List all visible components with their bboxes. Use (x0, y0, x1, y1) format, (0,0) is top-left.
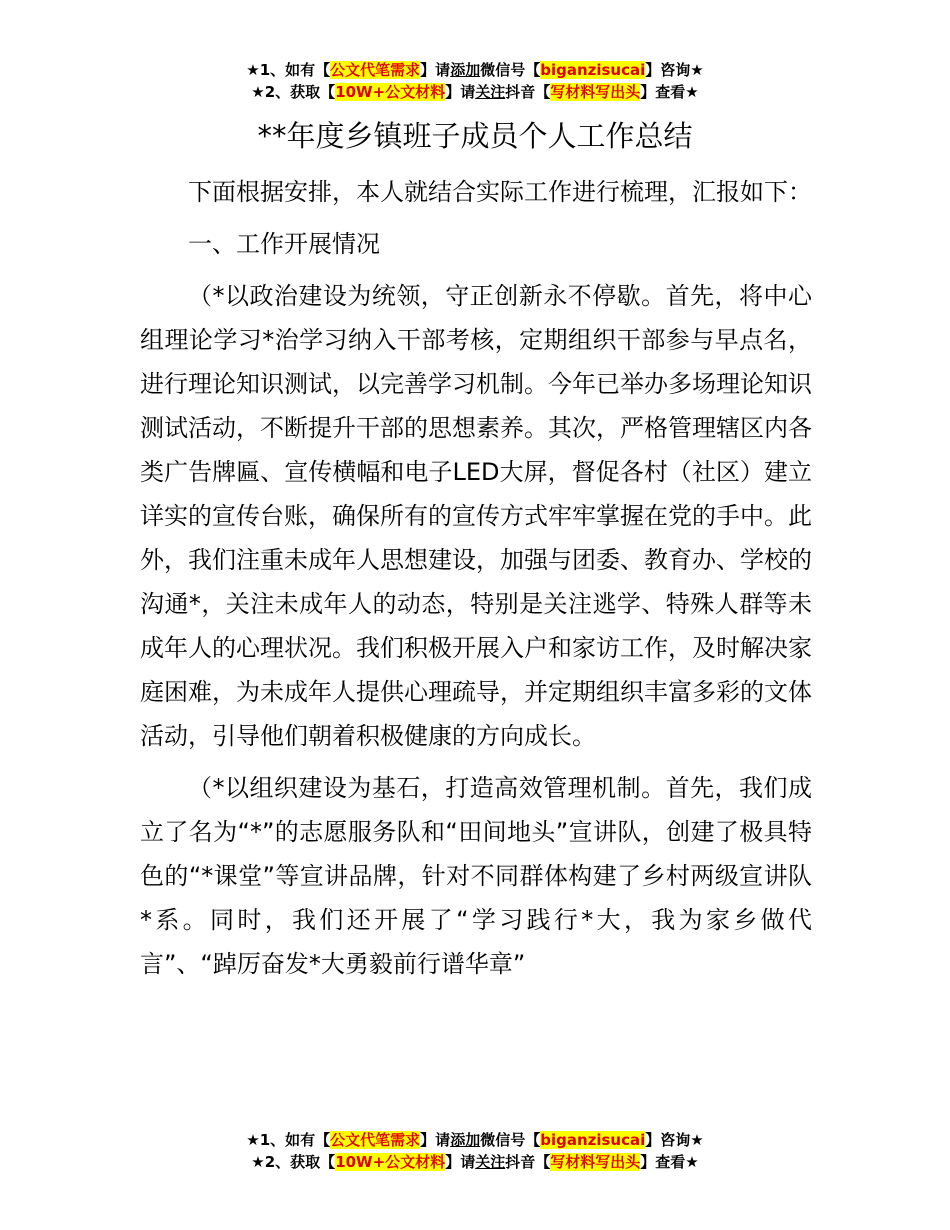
promo-line-2 (0, 81, 950, 103)
promo-highlight: biganzisucai (540, 1131, 646, 1149)
body-paragraph: （*以组织建设为基石，打造高效管理机制。首先，我们成立了名为“*”的志愿服务队和“田间地头”宣讲队，创建了极具特色的“*课堂”等宣讲品牌，针对不同群体构建了乡村两级宣讲队*系。同时，我们还开展了“学习践行*大，我为家乡做代言”、“踔厉奋发*大勇毅前行谱华章” (140, 774, 812, 978)
promo-text: 】请 (445, 83, 476, 101)
promo-text: 】请 (420, 1131, 451, 1149)
promo-text: 】咨询★ (645, 1131, 704, 1149)
promo-underlined-text: 添加 (450, 1131, 481, 1149)
promo-text: 抖音【 (505, 83, 551, 101)
header-promo-banner (0, 59, 950, 103)
promo-underlined-text: 关注 (475, 1153, 506, 1171)
promo-highlight: 写材料写出头 (550, 1153, 641, 1171)
promo-text: 】咨询★ (645, 61, 704, 79)
promo-text: ★2、获取【 (251, 1153, 336, 1171)
section-heading: 一、工作开展情况 (188, 230, 380, 258)
promo-text: 微信号【 (480, 1131, 541, 1149)
promo-text: 微信号【 (480, 61, 541, 79)
promo-text: 】请 (420, 61, 451, 79)
promo-highlight: 公文代笔需求 (330, 61, 421, 79)
promo-text: ★1、如有【 (246, 61, 331, 79)
body-paragraph: （*以政治建设为统领，守正创新永不停歇。首先，将中心组理论学习*治学习纳入干部考核，定期组织干部参与早点名，进行理论知识测试，以完善学习机制。今年已举办多场理论知识测试活动，不断提升干部的思想素养。其次，严格管理辖区内各类广告牌匾、宣传横幅和电子LED大屏，督促各村（社区）建立详实的宣传台账，确保所有的宣传方式牢牢掌握在党的手中。此外，我们注重未成年人思想建设，加强与团委、教育办、学校的沟通*，关注未成年人的动态，特别是关注逃学、特殊人群等未成年人的心理状况。我们积极开展入户和家访工作，及时解决家庭困难，为未成年人提供心理疏导，并定期组织丰富多彩的文体活动，引导他们朝着积极健康的方向成长。 (140, 282, 812, 750)
promo-line-2 (0, 1151, 950, 1173)
promo-highlight: 公文代笔需求 (330, 1131, 421, 1149)
body-paragraph: 下面根据安排，本人就结合实际工作进行梳理，汇报如下： (188, 178, 812, 206)
footer-promo-banner (0, 1129, 950, 1173)
promo-text: ★2、获取【 (251, 83, 336, 101)
promo-text: 】查看★ (640, 1153, 699, 1171)
promo-highlight: 写材料写出头 (550, 83, 641, 101)
document-body (140, 170, 812, 994)
promo-line-1 (0, 59, 950, 81)
promo-highlight: 10W+公文材料 (335, 83, 446, 101)
document-title: **年度乡镇班子成员个人工作总结 (257, 119, 693, 153)
promo-underlined-text: 关注 (475, 83, 506, 101)
promo-line-1 (0, 1129, 950, 1151)
promo-highlight: 10W+公文材料 (335, 1153, 446, 1171)
promo-text: ★1、如有【 (246, 1131, 331, 1149)
promo-text: 】请 (445, 1153, 476, 1171)
promo-highlight: biganzisucai (540, 61, 646, 79)
promo-text: 】查看★ (640, 83, 699, 101)
promo-text: 抖音【 (505, 1153, 551, 1171)
promo-underlined-text: 添加 (450, 61, 481, 79)
